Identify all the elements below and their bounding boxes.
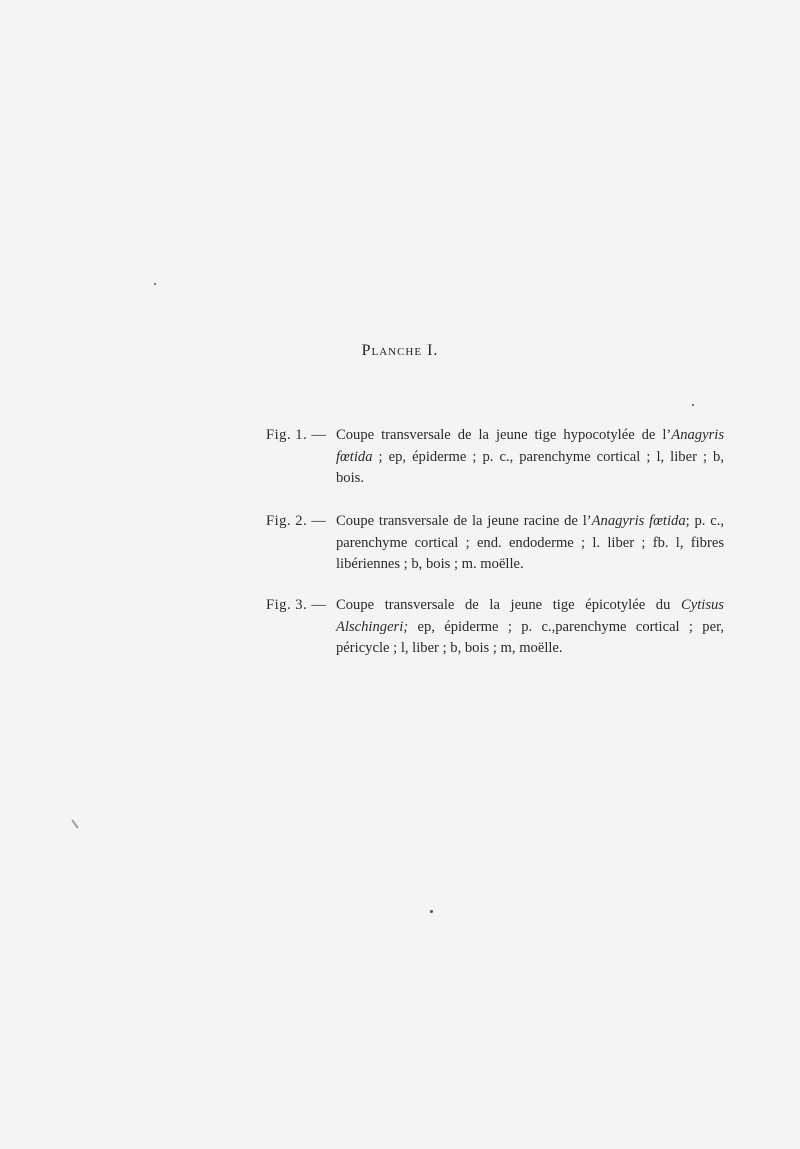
paper-speck [154, 283, 156, 285]
figure-label: Fig. 3. — [266, 597, 327, 613]
paper-speck [692, 404, 694, 406]
plate-title: Planche I. [361, 342, 439, 359]
paper-speck [430, 910, 433, 913]
figure-description: Coupe transversale de la jeune tige épicotylée du Cytisus Alschingeri; ep, épiderme ; p. c.,parenchyme cortical ; per, péricycle ; l, liber ; b, bois ; m, moëlle. [336, 597, 724, 656]
figure-description: Coupe transversale de la jeune racine de l’Anagyris fœtida; p. c., parenchyme cortical ; end. endoderme ; l. liber ; fb. l, fibres libériennes ; b, bois ; m. moëlle. [336, 513, 724, 572]
paper-mark [71, 819, 78, 828]
figure-caption-2 [266, 511, 724, 576]
figure-label: Fig. 2. — [266, 513, 327, 529]
figure-caption-1 [266, 425, 724, 490]
figure-caption-3 [266, 595, 724, 660]
figure-label: Fig. 1. — [266, 427, 327, 443]
figure-description: Coupe transversale de la jeune tige hypocotylée de l’Anagyris fœtida ; ep, épiderme ; p. c., parenchyme cortical ; l, liber ; b, bois. [336, 427, 724, 486]
